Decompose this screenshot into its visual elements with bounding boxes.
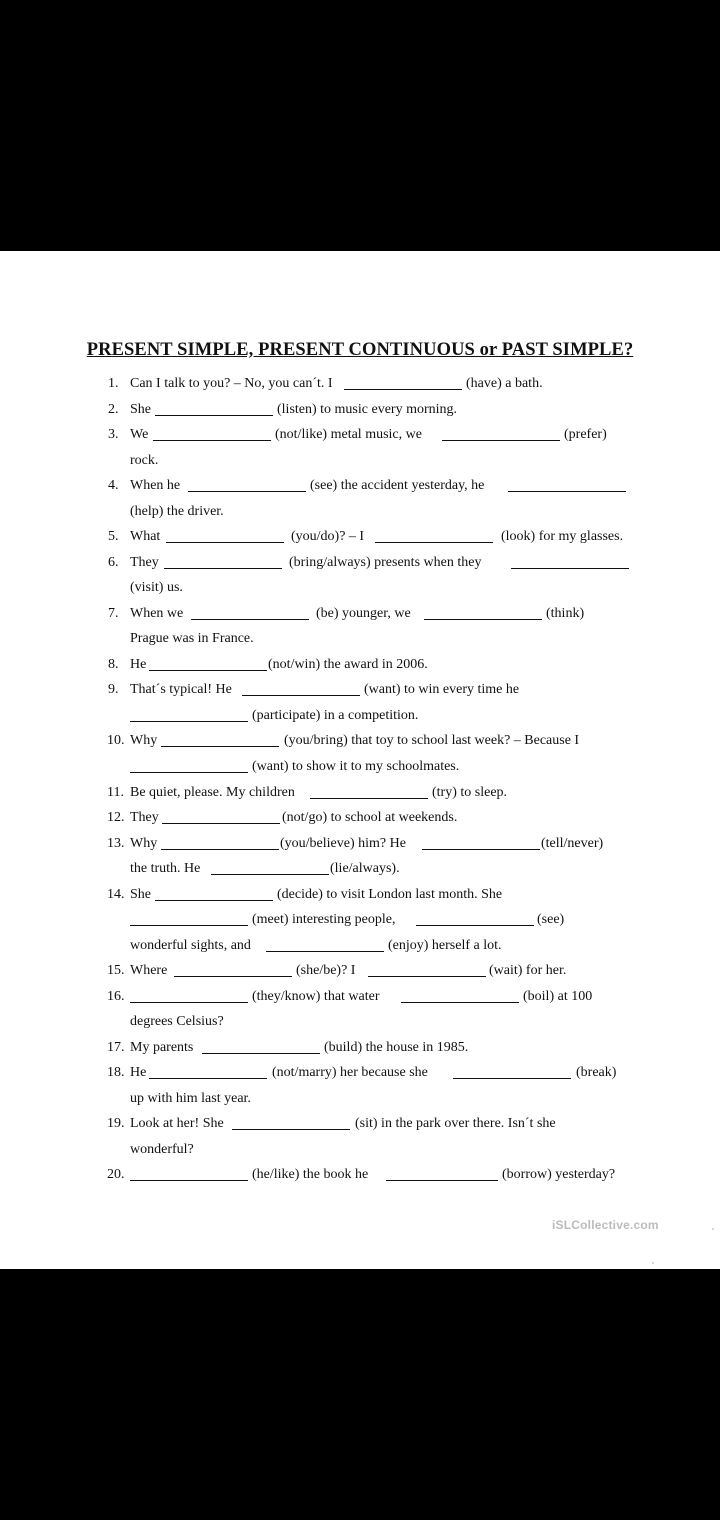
line-text: (break) <box>576 1065 617 1080</box>
exercise-line <box>0 833 720 855</box>
line-text: wonderful? <box>130 1142 194 1157</box>
item-number: 7. <box>108 606 119 621</box>
item-number: 1. <box>108 376 119 391</box>
line-text: (not/marry) her because she <box>272 1065 428 1080</box>
answer-blank[interactable] <box>424 619 542 620</box>
line-text: What <box>130 529 161 544</box>
line-text: (not/go) to school at weekends. <box>282 810 458 825</box>
line-text: (participate) in a competition. <box>252 708 419 723</box>
line-text: We <box>130 427 149 442</box>
item-number: 18. <box>107 1065 125 1080</box>
answer-blank[interactable] <box>161 849 279 850</box>
exercise-line <box>0 1164 720 1186</box>
exercise-line <box>0 807 720 829</box>
answer-blank[interactable] <box>232 1129 350 1130</box>
exercise-line <box>0 935 720 957</box>
answer-blank[interactable] <box>508 491 626 492</box>
line-text: When we <box>130 606 184 621</box>
answer-blank[interactable] <box>211 874 329 875</box>
answer-blank[interactable] <box>401 1002 519 1003</box>
line-text: She <box>130 402 151 417</box>
line-text: He <box>130 1065 147 1080</box>
line-text: (tell/never) <box>541 836 604 851</box>
worksheet-title: PRESENT SIMPLE, PRESENT CONTINUOUS or PAST SIMPLE? <box>86 340 634 360</box>
answer-blank[interactable] <box>375 542 493 543</box>
answer-blank[interactable] <box>202 1053 320 1054</box>
answer-blank[interactable] <box>130 925 248 926</box>
line-text: Look at her! She <box>130 1116 224 1131</box>
line-text: (decide) to visit London last month. She <box>277 887 503 902</box>
exercise-line <box>0 654 720 676</box>
line-text: He <box>130 657 147 672</box>
answer-blank[interactable] <box>368 976 486 977</box>
answer-blank[interactable] <box>149 1078 267 1079</box>
exercise-line <box>0 399 720 421</box>
item-number: 13. <box>107 836 125 851</box>
answer-blank[interactable] <box>344 389 462 390</box>
answer-blank[interactable] <box>191 619 309 620</box>
exercise-line <box>0 960 720 982</box>
answer-blank[interactable] <box>310 798 428 799</box>
line-text: up with him last year. <box>130 1091 251 1106</box>
answer-blank[interactable] <box>511 568 629 569</box>
answer-blank[interactable] <box>130 1002 248 1003</box>
line-text: (want) to win every time he <box>364 682 520 697</box>
exercise-line <box>0 552 720 574</box>
item-number: 8. <box>108 657 119 672</box>
line-text: (you/bring) that toy to school last week? – Because I <box>284 733 580 748</box>
line-text: That´s typical! He <box>130 682 232 697</box>
line-text: (meet) interesting people, <box>252 912 396 927</box>
line-text: (not/like) metal music, we <box>275 427 422 442</box>
worksheet-page <box>0 251 720 1269</box>
item-number: 3. <box>108 427 119 442</box>
line-text: Why <box>130 836 158 851</box>
line-text: (bring/always) presents when they <box>289 555 482 570</box>
watermark-logo: iSLCollective.com <box>552 1218 659 1232</box>
exercise-line <box>0 628 720 650</box>
answer-blank[interactable] <box>453 1078 571 1079</box>
line-text: (not/win) the award in 2006. <box>268 657 428 672</box>
answer-blank[interactable] <box>153 440 271 441</box>
line-text: rock. <box>130 453 159 468</box>
answer-blank[interactable] <box>242 695 360 696</box>
line-text: (wait) for her. <box>489 963 567 978</box>
line-text: wonderful sights, and <box>130 938 251 953</box>
item-number: 15. <box>107 963 125 978</box>
exercise-line <box>0 858 720 880</box>
line-text: (be) younger, we <box>316 606 411 621</box>
line-text: (think) <box>546 606 585 621</box>
line-text: (prefer) <box>564 427 607 442</box>
item-number: 16. <box>107 989 125 1004</box>
item-number: 19. <box>107 1116 125 1131</box>
answer-blank[interactable] <box>130 721 248 722</box>
line-text: (have) a bath. <box>466 376 543 391</box>
line-text: the truth. He <box>130 861 201 876</box>
exercise-line <box>0 424 720 446</box>
exercise-line <box>0 1037 720 1059</box>
line-text: (lie/always). <box>330 861 400 876</box>
answer-blank[interactable] <box>422 849 540 850</box>
exercise-line <box>0 475 720 497</box>
exercise-line <box>0 373 720 395</box>
line-text: Be quiet, please. My children <box>130 785 295 800</box>
line-text: (listen) to music every morning. <box>277 402 458 417</box>
scan-speck <box>652 1262 654 1264</box>
exercise-line <box>0 450 720 472</box>
line-text: (you/do)? – I <box>291 529 365 544</box>
line-text: (enjoy) herself a lot. <box>388 938 502 953</box>
answer-blank[interactable] <box>161 746 279 747</box>
exercise-line <box>0 909 720 931</box>
item-number: 17. <box>107 1040 125 1055</box>
answer-blank[interactable] <box>155 415 273 416</box>
line-text: (look) for my glasses. <box>501 529 624 544</box>
answer-blank[interactable] <box>162 823 280 824</box>
line-text: (she/be)? I <box>296 963 356 978</box>
exercise-line <box>0 1113 720 1135</box>
line-text: Prague was in France. <box>130 631 254 646</box>
line-text: My parents <box>130 1040 194 1055</box>
exercise-line <box>0 986 720 1008</box>
line-text: (help) the driver. <box>130 504 224 519</box>
item-number: 4. <box>108 478 119 493</box>
line-text: They <box>130 810 159 825</box>
answer-blank[interactable] <box>174 976 292 977</box>
item-number: 10. <box>107 733 125 748</box>
exercise-line <box>0 577 720 599</box>
line-text: They <box>130 555 159 570</box>
line-text: Can I talk to you? – No, you can´t. I <box>130 376 333 391</box>
exercise-line <box>0 526 720 548</box>
answer-blank[interactable] <box>188 491 306 492</box>
exercise-line <box>0 756 720 778</box>
answer-blank[interactable] <box>386 1180 498 1181</box>
answer-blank[interactable] <box>166 542 284 543</box>
exercise-line <box>0 1139 720 1161</box>
exercise-line <box>0 730 720 752</box>
exercise-line <box>0 782 720 804</box>
line-text: degrees Celsius? <box>130 1014 224 1029</box>
line-text: (build) the house in 1985. <box>324 1040 469 1055</box>
line-text: (see) <box>537 912 565 927</box>
line-text: (see) the accident yesterday, he <box>310 478 485 493</box>
item-number: 2. <box>108 402 119 417</box>
line-text: (he/like) the book he <box>252 1167 369 1182</box>
exercise-line <box>0 884 720 906</box>
item-number: 9. <box>108 682 119 697</box>
item-number: 12. <box>107 810 125 825</box>
exercise-line <box>0 705 720 727</box>
line-text: (want) to show it to my schoolmates. <box>252 759 460 774</box>
line-text: (try) to sleep. <box>432 785 508 800</box>
answer-blank[interactable] <box>442 440 560 441</box>
item-number: 11. <box>107 785 124 800</box>
line-text: (boil) at 100 <box>523 989 593 1004</box>
exercise-line <box>0 1088 720 1110</box>
answer-blank[interactable] <box>149 670 267 671</box>
line-text: (visit) us. <box>130 580 183 595</box>
exercise-line <box>0 1062 720 1084</box>
answer-blank[interactable] <box>164 568 282 569</box>
answer-blank[interactable] <box>266 951 384 952</box>
answer-blank[interactable] <box>416 925 534 926</box>
exercise-line <box>0 1011 720 1033</box>
answer-blank[interactable] <box>130 772 248 773</box>
line-text: She <box>130 887 151 902</box>
line-text: Where <box>130 963 168 978</box>
line-text: Why <box>130 733 158 748</box>
item-number: 6. <box>108 555 119 570</box>
line-text: (borrow) yesterday? <box>502 1167 616 1182</box>
line-text: (sit) in the park over there. Isn´t she <box>355 1116 556 1131</box>
exercise-line <box>0 501 720 523</box>
line-text: (they/know) that water <box>252 989 380 1004</box>
answer-blank[interactable] <box>130 1180 248 1181</box>
item-number: 5. <box>108 529 119 544</box>
exercise-line <box>0 679 720 701</box>
line-text: (you/believe) him? He <box>280 836 406 851</box>
item-number: 14. <box>107 887 125 902</box>
exercise-line <box>0 603 720 625</box>
line-text: When he <box>130 478 181 493</box>
answer-blank[interactable] <box>155 900 273 901</box>
scan-speck <box>712 1228 714 1230</box>
item-number: 20. <box>107 1167 125 1182</box>
